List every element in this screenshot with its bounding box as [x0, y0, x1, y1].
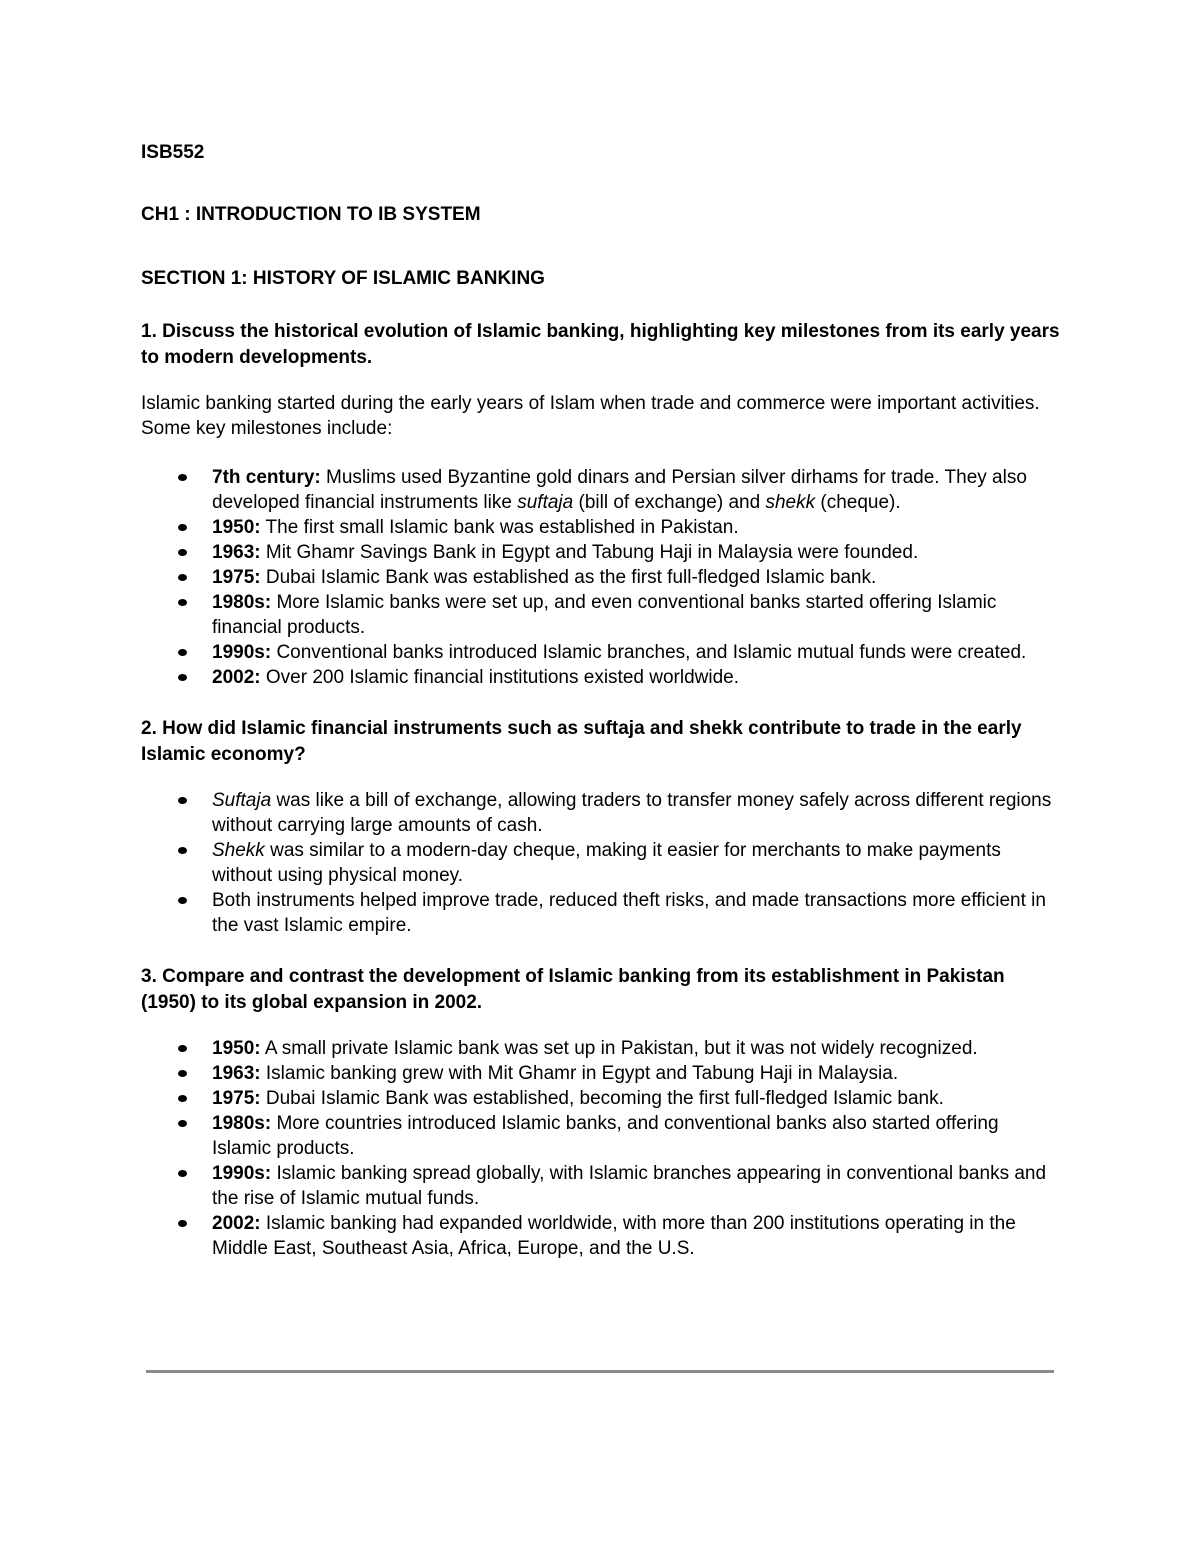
- bullet-icon: [178, 674, 187, 681]
- question-3-list: [141, 1036, 1061, 1261]
- milestone-label: 1963:: [212, 542, 261, 563]
- milestone-label: 1963:: [212, 1063, 261, 1084]
- bullet-icon: [178, 524, 187, 531]
- milestone-text: Islamic banking had expanded worldwide, with more than 200 institutions operating in the Middle East, Southeast Asia, Africa, Europe, and the U.S.: [212, 1213, 1016, 1259]
- milestone-text: Islamic banking spread globally, with Islamic branches appearing in conventional banks and the rise of Islamic mutual funds.: [212, 1163, 1047, 1209]
- list-item: [212, 540, 1061, 565]
- bullet-icon: [178, 474, 187, 481]
- milestone-text: Islamic banking grew with Mit Ghamr in Egypt and Tabung Haji in Malaysia.: [260, 1063, 899, 1084]
- milestone-label: 1990s:: [212, 1163, 272, 1184]
- bullet-icon: [178, 1070, 187, 1077]
- list-item: [212, 788, 1061, 838]
- bullet-icon: [178, 1120, 187, 1127]
- question-2-list: [141, 788, 1061, 938]
- list-item: [212, 640, 1061, 665]
- list-item: [212, 838, 1061, 888]
- milestone-label: 1975:: [212, 1088, 261, 1109]
- bullet-icon: [178, 649, 187, 656]
- document-page: [141, 140, 1061, 1287]
- bullet-icon: [178, 797, 187, 804]
- list-item: [212, 465, 1061, 515]
- milestone-text: The first small Islamic bank was established in Pakistan.: [260, 517, 739, 538]
- section-title: SECTION 1: HISTORY OF ISLAMIC BANKING: [141, 268, 545, 289]
- answer-text: was like a bill of exchange, allowing traders to transfer money safely across different regions without carrying large amounts of cash.: [212, 790, 1052, 836]
- milestone-text: Dubai Islamic Bank was established as the first full-fledged Islamic bank.: [260, 567, 877, 588]
- milestone-text: (cheque).: [815, 492, 901, 513]
- milestone-text: Conventional banks introduced Islamic branches, and Islamic mutual funds were created.: [271, 642, 1027, 663]
- list-item: [212, 1111, 1061, 1161]
- milestone-text: A small private Islamic bank was set up in Pakistan, but it was not widely recognized.: [260, 1038, 978, 1059]
- bullet-icon: [178, 897, 187, 904]
- bullet-icon: [178, 1095, 187, 1102]
- milestone-label: 1950:: [212, 1038, 261, 1059]
- milestone-text: Dubai Islamic Bank was established, becoming the first full-fledged Islamic bank.: [260, 1088, 944, 1109]
- milestone-label: 1980s:: [212, 1113, 272, 1134]
- milestone-label: 1990s:: [212, 642, 272, 663]
- list-item: [212, 1036, 1061, 1061]
- list-item: [212, 590, 1061, 640]
- question-1-intro: Islamic banking started during the early years of Islam when trade and commerce were important activities. Some key milestones include:: [141, 393, 1040, 439]
- bullet-icon: [178, 574, 187, 581]
- bullet-icon: [178, 1045, 187, 1052]
- milestone-label: 1950:: [212, 517, 261, 538]
- question-2: 2. How did Islamic financial instruments such as suftaja and shekk contribute to trade in the early Islamic economy?: [141, 718, 1022, 765]
- bullet-icon: [178, 847, 187, 854]
- list-item: [212, 665, 1061, 690]
- answer-text: Both instruments helped improve trade, reduced theft risks, and made transactions more efficient in the vast Islamic empire.: [212, 890, 1046, 936]
- term-shekk: Shekk: [212, 840, 265, 861]
- list-item: [212, 565, 1061, 590]
- milestone-text: More Islamic banks were set up, and even conventional banks started offering Islamic financial products.: [212, 592, 997, 638]
- chapter-title: CH1 : INTRODUCTION TO IB SYSTEM: [141, 204, 481, 225]
- list-item: [212, 1086, 1061, 1111]
- list-item: [212, 1061, 1061, 1086]
- question-3: 3. Compare and contrast the development of Islamic banking from its establishment in Pakistan (1950) to its global expansion in 2002.: [141, 966, 1005, 1013]
- milestone-label: 1975:: [212, 567, 261, 588]
- bullet-icon: [178, 1220, 187, 1227]
- milestone-label: 7th century:: [212, 467, 321, 488]
- milestone-label: 1980s:: [212, 592, 272, 613]
- horizontal-divider: [146, 1370, 1054, 1373]
- bullet-icon: [178, 1170, 187, 1177]
- milestone-label: 2002:: [212, 1213, 261, 1234]
- answer-text: was similar to a modern-day cheque, making it easier for merchants to make payments without using physical money.: [212, 840, 1001, 886]
- question-1: 1. Discuss the historical evolution of Islamic banking, highlighting key milestones from its early years to modern developments.: [141, 321, 1060, 368]
- bullet-icon: [178, 599, 187, 606]
- list-item: [212, 515, 1061, 540]
- milestone-text: (bill of exchange) and: [573, 492, 766, 513]
- milestone-text: Over 200 Islamic financial institutions existed worldwide.: [260, 667, 739, 688]
- term-shekk: shekk: [765, 492, 816, 513]
- milestone-text: Muslims used Byzantine gold dinars and Persian silver dirhams for trade. They also developed financial instruments like: [212, 467, 1027, 513]
- list-item: [212, 1161, 1061, 1211]
- term-suftaja: suftaja: [517, 492, 574, 513]
- milestone-text: Mit Ghamr Savings Bank in Egypt and Tabung Haji in Malaysia were founded.: [260, 542, 919, 563]
- milestone-text: More countries introduced Islamic banks, and conventional banks also started offering Islamic products.: [212, 1113, 999, 1159]
- list-item: [212, 888, 1061, 938]
- course-code: ISB552: [141, 142, 205, 163]
- term-suftaja: Suftaja: [212, 790, 272, 811]
- milestone-label: 2002:: [212, 667, 261, 688]
- bullet-icon: [178, 549, 187, 556]
- question-1-list: [141, 465, 1061, 690]
- list-item: [212, 1211, 1061, 1261]
